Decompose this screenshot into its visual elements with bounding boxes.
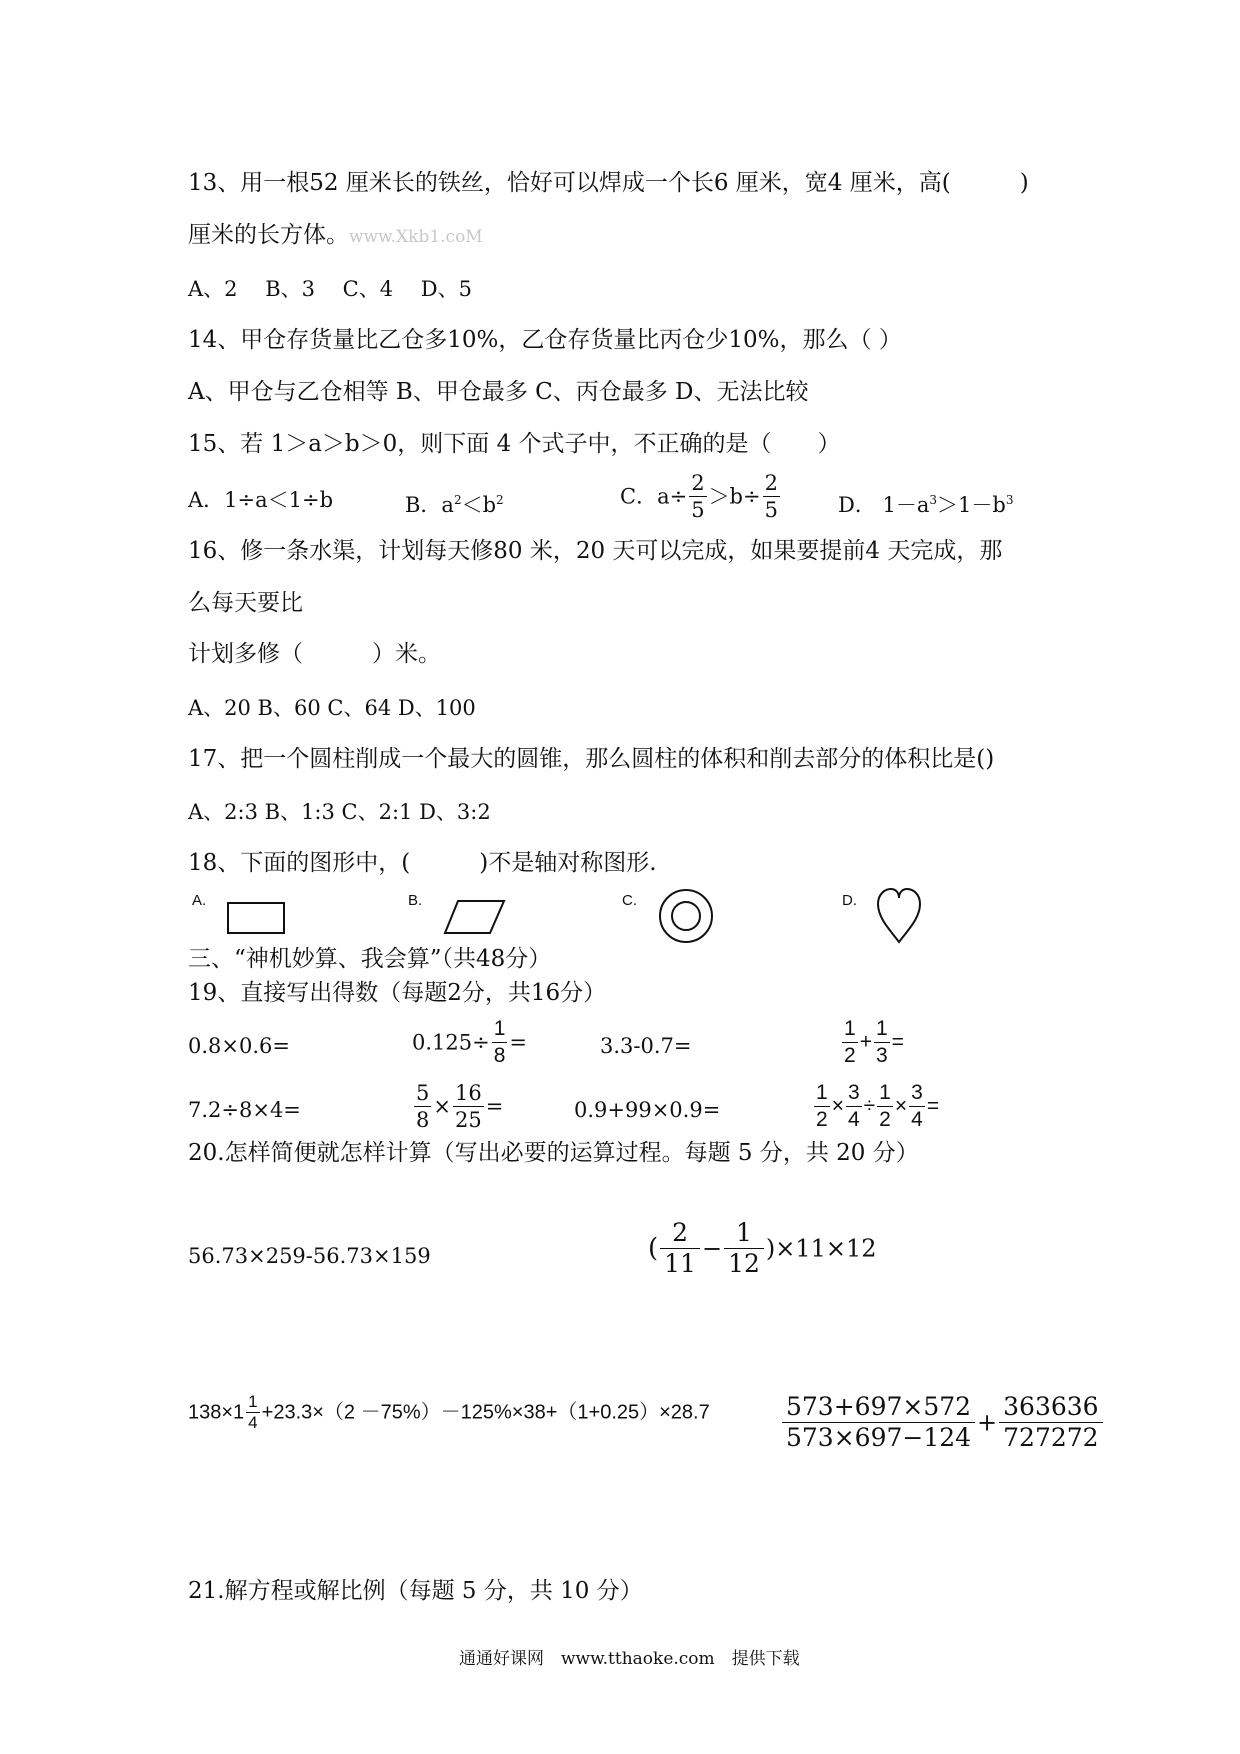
fraction-numerator: 5 <box>416 1081 430 1105</box>
fraction-denominator: 25 <box>454 1108 482 1132</box>
fraction-numerator: 16 <box>454 1081 482 1105</box>
q15-option-b-sup1: 2 <box>453 493 462 507</box>
q18-label-d: D. <box>842 892 857 909</box>
heart-shape <box>876 888 922 948</box>
q15-option-c-mid: ＞b÷ <box>708 484 761 509</box>
q19-expr-8-frac3 <box>877 1080 893 1133</box>
q19-expr-2-prefix: 0.125÷ <box>412 1030 490 1055</box>
fraction-numerator: 573+697×572 <box>782 1392 975 1423</box>
q20-problem-3-frac <box>246 1392 259 1433</box>
q19-expr-6-frac1 <box>414 1080 431 1133</box>
fraction-denominator: 4 <box>911 1108 923 1131</box>
footer-text: 通通好课网 www.tthaoke.com 提供下载 <box>459 1649 800 1669</box>
q19-expr-7: 0.9+99×0.9= <box>574 1098 721 1122</box>
operator: ÷ <box>863 1094 876 1118</box>
equals-sign: = <box>485 1094 504 1119</box>
q15-option-b-mid: ＜b <box>461 493 497 517</box>
q15-option-d <box>838 486 1014 519</box>
q19-expr-5: 7.2÷8×4= <box>188 1098 301 1122</box>
fraction-denominator: 4 <box>847 1108 860 1131</box>
operator: + <box>977 1408 998 1437</box>
q13-line1: 13、用一根52 厘米长的铁丝，恰好可以焊成一个长6 厘米，宽4 厘米，高( ) <box>188 170 1029 196</box>
q18-line1: 18、下面的图形中，( )不是轴对称图形. <box>188 850 657 876</box>
q19-expr-4 <box>840 1016 904 1069</box>
q19-expr-8-frac1 <box>814 1080 830 1133</box>
q16-line1: 16、修一条水渠，计划每天修80 米，20 天可以完成，如果要提前4 天完成，那 <box>188 538 1003 564</box>
q19-expr-1: 0.8×0.6= <box>188 1034 290 1058</box>
q16-options: A、20 B、60 C、64 D、100 <box>188 696 476 720</box>
concentric-circles-shape <box>658 888 714 948</box>
fraction-numerator: 1 <box>492 1016 508 1043</box>
open-paren: ( <box>648 1233 659 1264</box>
q20-problem-2-suffix: )×11×12 <box>765 1234 877 1263</box>
equals-sign: = <box>891 1030 904 1054</box>
fraction-numerator: 2 <box>691 471 705 495</box>
q13-options: A、2 B、3 C、4 D、5 <box>188 277 472 301</box>
q20-problem-2-frac1 <box>660 1218 700 1279</box>
operator: × <box>831 1094 844 1118</box>
q15-option-b <box>405 486 504 519</box>
fraction-denominator: 12 <box>728 1249 760 1278</box>
fraction-denominator: 8 <box>493 1044 506 1067</box>
q19-expr-4-frac2 <box>874 1016 890 1069</box>
q15-option-d-mid: ＞1－b <box>937 493 1006 517</box>
q13-line2-text: 厘米的长方体。 <box>188 222 349 248</box>
fraction-denominator: 2 <box>844 1044 856 1067</box>
q21-title: 21.解方程或解比例（每题 5 分，共 10 分） <box>188 1578 643 1604</box>
q15-option-b-sup2: 2 <box>496 493 504 507</box>
q13-line2 <box>188 220 483 252</box>
q15-option-a: A．1÷a＜1÷b <box>188 488 334 512</box>
q20-problem-1: 56.73×259-56.73×159 <box>188 1244 431 1268</box>
q20-problem-4-frac1 <box>782 1392 975 1453</box>
q17-line1: 17、把一个圆柱削成一个最大的圆锥，那么圆柱的体积和削去部分的体积比是() <box>188 746 995 772</box>
q14-line1: 14、甲仓存货量比乙仓多10%，乙仓存货量比丙仓少10%，那么（ ） <box>188 327 902 353</box>
q20-problem-3-prefix: 138×1 <box>188 1401 245 1424</box>
q19-expr-2-suffix: = <box>509 1030 528 1055</box>
q19-expr-4-frac1 <box>842 1016 858 1069</box>
q19-expr-2-frac <box>492 1016 508 1069</box>
q19-expr-3: 3.3-0.7= <box>600 1034 692 1058</box>
section-3-title: 三、“神机妙算、我会算”（共48分） <box>188 946 552 972</box>
q16-line3: 计划多修（ ）米。 <box>188 641 441 667</box>
q20-title: 20.怎样简便就怎样计算（写出必要的运算过程。每题 5 分，共 20 分） <box>188 1140 919 1166</box>
fraction-numerator: 1 <box>874 1016 890 1043</box>
q15-option-d-sup1: 3 <box>929 493 938 507</box>
q20-problem-3-suffix: +23.3×（2 －75%）－125%×38+（1+0.25）×28.7 <box>261 1401 710 1424</box>
q19-expr-6 <box>412 1080 503 1133</box>
q15-line1: 15、若 1＞a＞b＞0，则下面 4 个式子中，不正确的是（ ） <box>188 431 841 457</box>
q15-option-c <box>620 470 782 523</box>
rectangle-shape <box>227 902 287 940</box>
q20-problem-2-frac2 <box>724 1218 764 1279</box>
q15-option-d-sup2: 3 <box>1005 493 1014 507</box>
fraction-numerator: 1 <box>724 1218 764 1249</box>
fraction-numerator: 363636 <box>999 1392 1102 1423</box>
operator: × <box>433 1094 451 1119</box>
q19-title: 19、直接写出得数（每题2分，共16分） <box>188 980 607 1006</box>
q19-expr-8-frac2 <box>846 1080 862 1133</box>
fraction-numerator: 3 <box>846 1080 862 1107</box>
q15-option-c-prefix: C．a÷ <box>620 484 688 509</box>
q19-expr-2 <box>412 1016 527 1069</box>
fraction-denominator: 5 <box>764 498 778 522</box>
q20-problem-4 <box>780 1392 1105 1453</box>
fraction-numerator: 2 <box>764 471 778 495</box>
fraction-denominator: 727272 <box>1003 1423 1099 1452</box>
fraction-denominator: 2 <box>816 1108 828 1131</box>
q17-options: A、2:3 B、1:3 C、2:1 D、3:2 <box>188 800 491 824</box>
fraction-denominator: 2 <box>879 1108 891 1131</box>
q18-label-b: B. <box>408 892 423 909</box>
operator: − <box>701 1234 723 1263</box>
q18-label-c: C. <box>622 892 637 909</box>
q14-options: A、甲仓与乙仓相等 B、甲仓最多 C、丙仓最多 D、无法比较 <box>188 379 809 405</box>
fraction-denominator: 573×697−124 <box>786 1423 972 1452</box>
fraction-denominator: 5 <box>691 498 705 522</box>
fraction-numerator: 2 <box>660 1218 700 1249</box>
q15-option-c-frac1 <box>689 470 706 523</box>
q20-problem-3 <box>188 1392 710 1433</box>
fraction-numerator: 1 <box>877 1080 893 1107</box>
fraction-denominator: 4 <box>248 1413 258 1432</box>
q20-problem-2 <box>648 1218 877 1279</box>
parallelogram-shape <box>444 900 506 940</box>
fraction-numerator: 1 <box>248 1392 258 1411</box>
fraction-numerator: 1 <box>842 1016 858 1043</box>
equals-sign: = <box>926 1094 940 1118</box>
q15-option-d-prefix: D． 1－a <box>838 493 930 517</box>
fraction-numerator: 1 <box>814 1080 830 1107</box>
fraction-denominator: 11 <box>664 1249 696 1278</box>
operator: × <box>894 1094 908 1118</box>
fraction-denominator: 3 <box>875 1044 888 1067</box>
q19-expr-8 <box>812 1080 939 1133</box>
q19-expr-6-frac2 <box>453 1080 484 1133</box>
fraction-numerator: 3 <box>909 1080 925 1107</box>
q15-option-b-prefix: B．a <box>405 493 454 517</box>
q16-line2: 么每天要比 <box>188 590 303 616</box>
watermark-text: www.Xkb1.coM <box>349 227 483 247</box>
q19-expr-8-frac4 <box>909 1080 925 1133</box>
q20-problem-4-frac2 <box>999 1392 1102 1453</box>
q15-option-c-frac2 <box>763 470 780 523</box>
q18-label-a: A. <box>192 892 207 909</box>
fraction-denominator: 8 <box>416 1108 430 1132</box>
operator: + <box>859 1030 872 1054</box>
